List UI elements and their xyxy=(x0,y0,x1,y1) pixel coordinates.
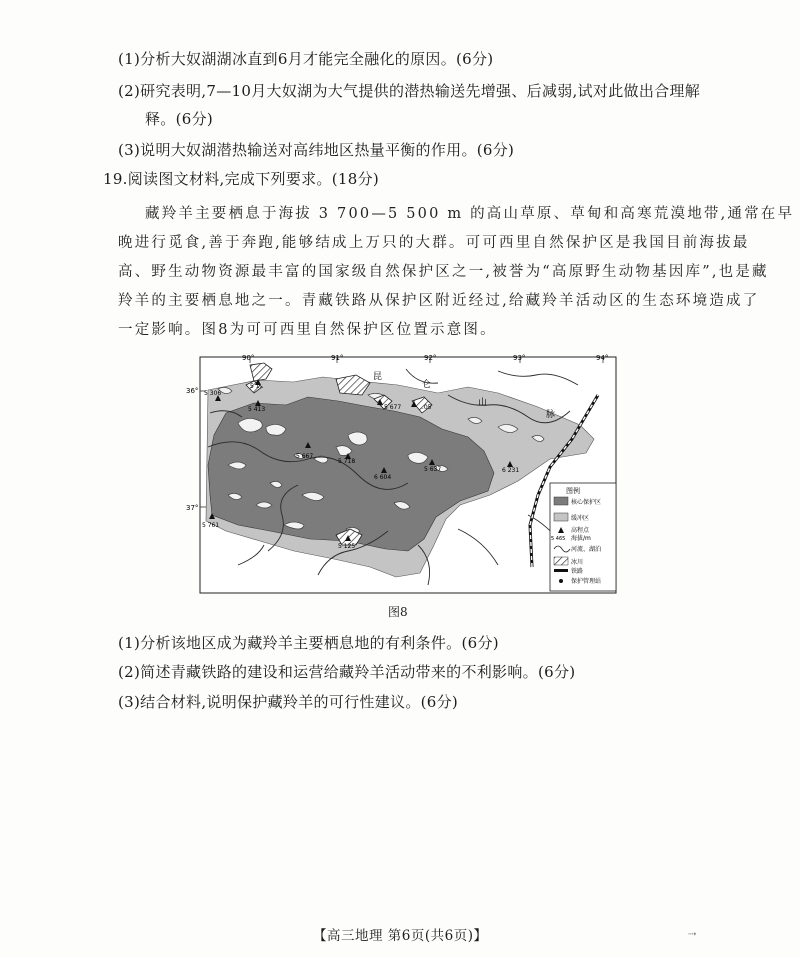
longitude-label: 93° xyxy=(513,353,526,362)
reserve-location-map xyxy=(186,353,618,595)
legend-sample-elevation: 5 465 xyxy=(551,536,566,542)
legend-title: 图例 xyxy=(566,487,580,495)
subquestion-2: (2)简述青藏铁路的建设和运营给藏羚羊活动带来的不利影响。(6分) xyxy=(118,663,576,681)
longitude-label: 91° xyxy=(331,353,344,362)
legend-label: 高程点 xyxy=(571,527,590,534)
material-line-1: 藏羚羊主要栖息于海拔 3 700—5 500 m 的高山草原、草甸和高寒荒漠地带,通常在早 xyxy=(145,206,795,222)
figure-caption: 图8 xyxy=(388,605,408,619)
longitude-label: 90° xyxy=(242,353,255,362)
map-legend xyxy=(550,483,616,591)
prev-question-3: (3)说明大奴湖潜热输送对高纬地区热量平衡的作用。(6分) xyxy=(118,141,515,159)
legend-label: 海拔/m xyxy=(571,535,591,542)
elevation-label: 5 667 xyxy=(296,453,314,460)
question-19-header: 19.阅读图文材料,完成下列要求。(18分) xyxy=(103,170,380,188)
elevation-label: 5 761 xyxy=(202,522,220,529)
latitude-label: 36° xyxy=(186,387,199,395)
elevation-label: 5 718 xyxy=(338,458,356,465)
page-footer: 【高三地理 第6页(共6页)】 xyxy=(313,928,488,944)
mountain-label: 昆 xyxy=(373,372,383,382)
latitude-label: 37° xyxy=(186,504,199,512)
legend-label: 冰川 xyxy=(571,559,584,566)
prev-question-2-cont: 释。(6分) xyxy=(145,110,214,128)
legend-station-icon xyxy=(559,579,563,583)
legend-label: 缓冲区 xyxy=(571,515,590,522)
material-line-5: 一定影响。图8为可可西里自然保护区位置示意图。 xyxy=(118,322,497,338)
legend-label: 铁路 xyxy=(571,568,584,575)
prev-question-2: (2)研究表明,7—10月大奴湖为大气提供的潜热输送先增强、后减弱,试对此做出合理解 xyxy=(118,82,701,100)
material-line-2: 晚进行觅食,善于奔跑,能够结成上万只的大群。可可西里自然保护区是我国目前海拔最 xyxy=(118,235,750,251)
longitude-label: 94° xyxy=(596,353,609,362)
corner-mark: ⇢ xyxy=(688,929,697,940)
elevation-label: 5 306 xyxy=(204,390,222,397)
longitude-label: 92° xyxy=(424,353,437,362)
elevation-label: 5 413 xyxy=(248,406,266,413)
mountain-label: 脉 xyxy=(546,410,556,420)
legend-glacier-icon xyxy=(554,557,568,565)
prev-question-1: (1)分析大奴湖湖冰直到6月才能完全融化的原因。(6分) xyxy=(118,50,494,68)
material-line-4: 羚羊的主要栖息地之一。青藏铁路从保护区附近经过,给藏羚羊活动区的生态环境造成了 xyxy=(118,293,760,309)
legend-railway-icon xyxy=(554,569,568,572)
legend-label: 核心保护区 xyxy=(571,499,602,506)
legend-label: 保护管理站 xyxy=(571,578,602,585)
legend-label: 河流、湖泊 xyxy=(571,546,602,553)
mountain-label: 山 xyxy=(478,398,488,408)
legend-swatch-core xyxy=(554,497,568,505)
elevation-label: 5 125 xyxy=(338,543,356,550)
elevation-label: ..05 xyxy=(420,404,432,411)
elevation-label: 6 604 xyxy=(374,474,392,481)
elevation-label: 5 677 xyxy=(384,404,402,411)
elevation-label: 5 1.. xyxy=(250,383,264,390)
material-line-3: 高、野生动物资源最丰富的国家级自然保护区之一,被誉为“高原野生动物基因库”,也是藏 xyxy=(118,264,769,280)
mountain-label: 仑 xyxy=(422,380,432,390)
subquestion-3: (3)结合材料,说明保护藏羚羊的可行性建议。(6分) xyxy=(118,693,459,711)
elevation-label: 6 231 xyxy=(502,467,520,474)
elevation-label: 5 637 xyxy=(424,466,442,473)
legend-swatch-buffer xyxy=(554,513,568,521)
subquestion-1: (1)分析该地区成为藏羚羊主要栖息地的有利条件。(6分) xyxy=(118,634,499,652)
